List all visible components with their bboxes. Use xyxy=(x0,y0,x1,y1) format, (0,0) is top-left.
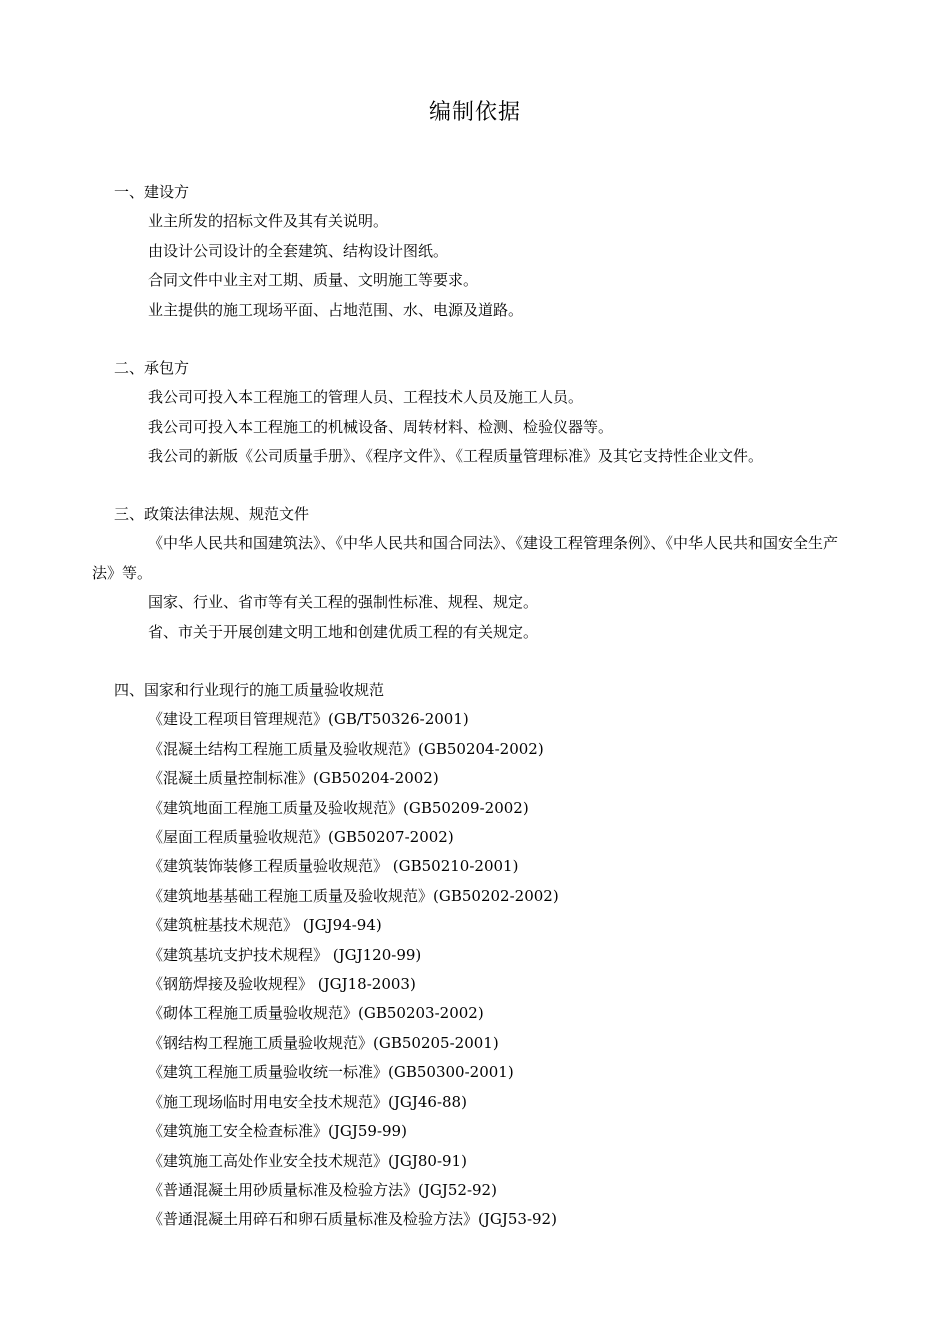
list-item: 《建筑施工安全检查标准》(JGJ59-99) xyxy=(148,1122,407,1141)
section-body xyxy=(0,383,950,471)
list-item: 《建筑地面工程施工质量及验收规范》(GB50209-2002) xyxy=(148,798,529,817)
section-heading: 二、承包方 xyxy=(114,359,190,377)
list-item: 《建筑工程施工质量验收统一标准》(GB50300-2001) xyxy=(148,1063,514,1082)
list-item: 《钢结构工程施工质量验收规范》(GB50205-2001) xyxy=(148,1033,499,1052)
list-item: 《建筑地基基础工程施工质量及验收规范》(GB50202-2002) xyxy=(148,886,559,905)
list-item: 《建筑装饰装修工程质量验收规范》 (GB50210-2001) xyxy=(148,857,519,876)
list-item: 《中华人民共和国建筑法》、《中华人民共和国合同法》、《建设工程管理条例》、《中华人民共和国安全生产法》等。 xyxy=(92,534,839,582)
document-title: 编制依据 xyxy=(428,100,521,125)
list-item: 《施工现场临时用电安全技术规范》(JGJ46-88) xyxy=(148,1092,467,1111)
section-acceptance-codes xyxy=(0,676,950,1235)
list-item: 《建设工程项目管理规范》(GB/T50326-2001) xyxy=(148,710,469,729)
section-body xyxy=(0,705,950,1234)
list-item: 《屋面工程质量验收规范》(GB50207-2002) xyxy=(148,828,454,847)
list-item: 《钢筋焊接及验收规程》 (JGJ18-2003) xyxy=(148,975,416,994)
section-heading: 三、政策法律法规、规范文件 xyxy=(114,505,310,523)
section-laws-regulations xyxy=(0,500,950,647)
list-item: 我公司可投入本工程施工的机械设备、周转材料、检测、检验仪器等。 xyxy=(148,417,614,436)
section-contractor xyxy=(0,354,950,472)
list-item: 业主所发的招标文件及其有关说明。 xyxy=(148,212,389,231)
list-item: 我公司可投入本工程施工的管理人员、工程技术人员及施工人员。 xyxy=(148,388,584,407)
section-body xyxy=(0,529,950,647)
section-owner xyxy=(0,178,950,325)
section-body xyxy=(0,207,950,325)
list-item: 由设计公司设计的全套建筑、结构设计图纸。 xyxy=(148,241,449,260)
list-item: 《建筑基坑支护技术规程》 (JGJ120-99) xyxy=(148,945,422,964)
list-item: 《建筑桩基技术规范》 (JGJ94-94) xyxy=(148,916,382,935)
list-item: 《普通混凝土用碎石和卵石质量标准及检验方法》(JGJ53-92) xyxy=(148,1210,557,1229)
list-item: 我公司的新版《公司质量手册》、《程序文件》、《工程质量管理标准》及其它支持性企业文件。 xyxy=(148,447,764,466)
list-item: 《混凝土质量控制标准》(GB50204-2002) xyxy=(148,769,439,788)
list-item: 合同文件中业主对工期、质量、文明施工等要求。 xyxy=(148,271,479,290)
section-heading: 四、国家和行业现行的施工质量验收规范 xyxy=(114,681,385,699)
list-item: 《混凝土结构工程施工质量及验收规范》(GB50204-2002) xyxy=(148,739,544,758)
list-item: 业主提供的施工现场平面、占地范围、水、电源及道路。 xyxy=(148,300,524,319)
list-item: 省、市关于开展创建文明工地和创建优质工程的有关规定。 xyxy=(148,622,539,641)
list-item: 国家、行业、省市等有关工程的强制性标准、规程、规定。 xyxy=(148,593,539,612)
section-heading: 一、建设方 xyxy=(114,183,190,201)
list-item: 《砌体工程施工质量验收规范》(GB50203-2002) xyxy=(148,1004,484,1023)
list-item: 《建筑施工高处作业安全技术规范》(JGJ80-91) xyxy=(148,1151,467,1170)
list-item: 《普通混凝土用砂质量标准及检验方法》(JGJ52-92) xyxy=(148,1180,497,1199)
